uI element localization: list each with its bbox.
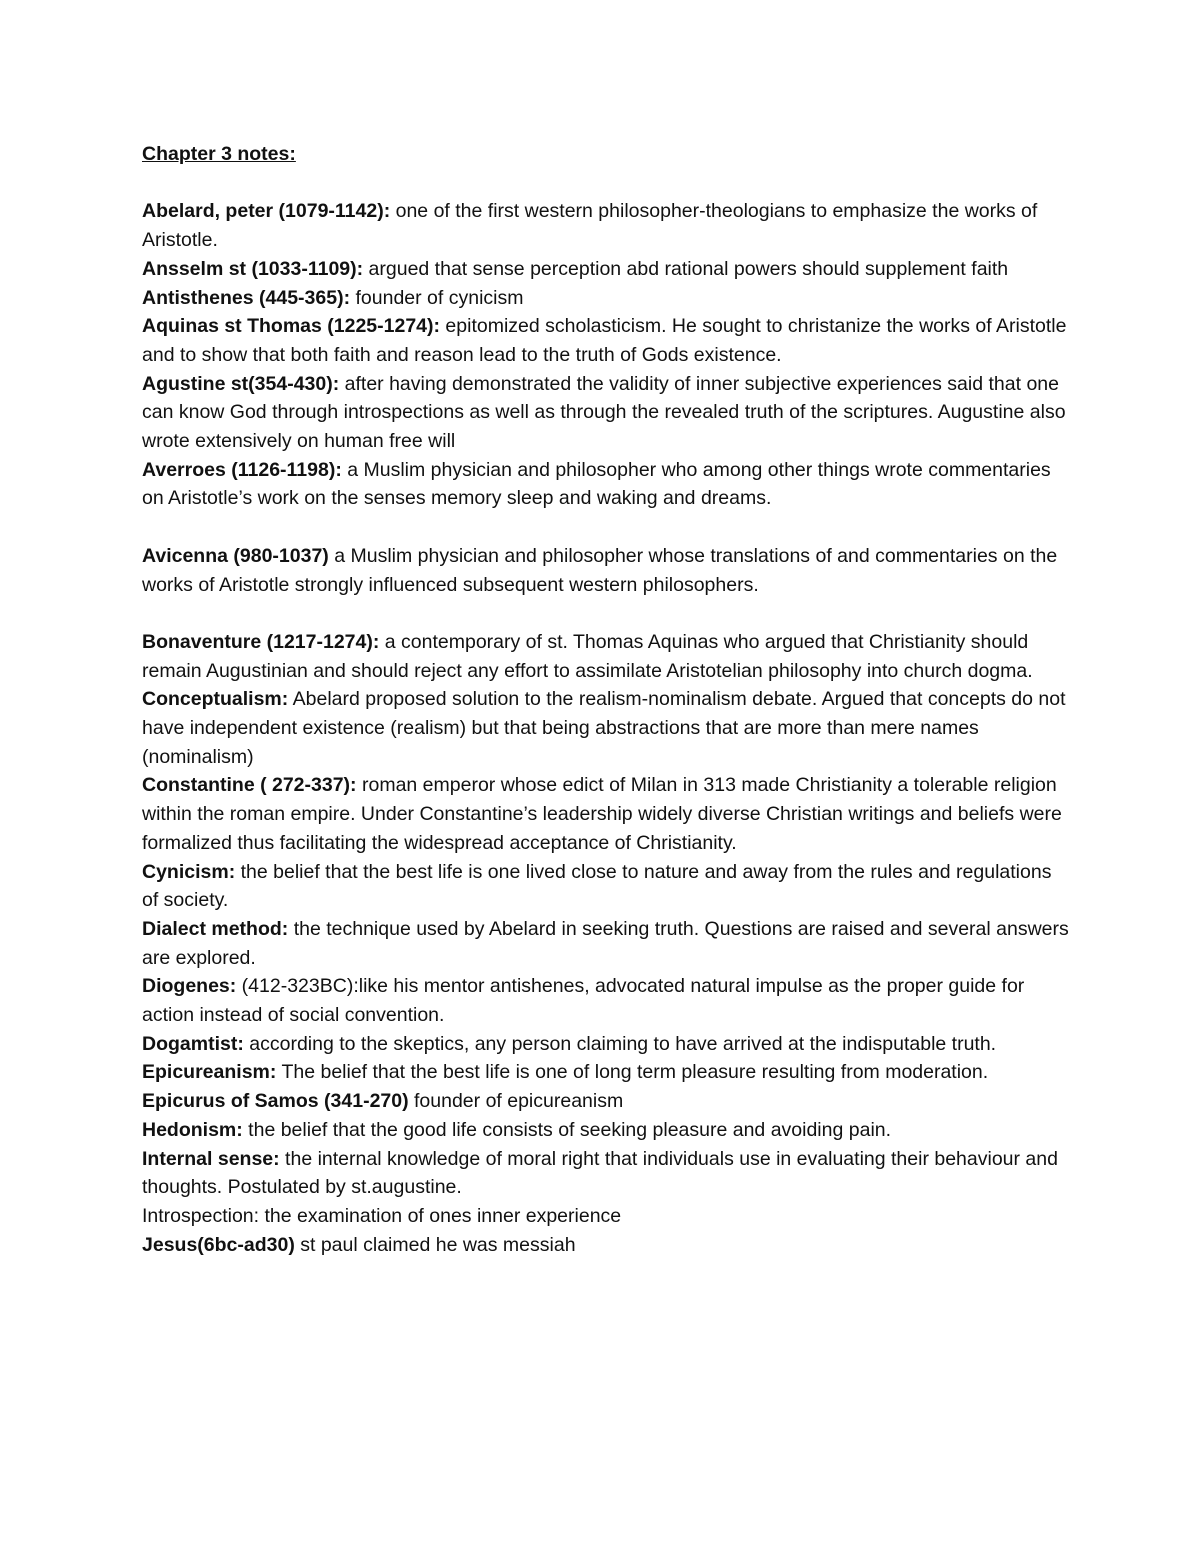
- entry-text: argued that sense perception abd rational powers should supplement faith: [363, 257, 1009, 280]
- entry-term: Aquinas st Thomas (1225-1274):: [142, 315, 441, 338]
- entry-text: a contemporary of st. Thomas Aquinas who argued that Christianity should remain Augustinian and should reject any effort to assimilate Aristotelian philosophy into church dogma.: [142, 630, 1033, 682]
- entry-text: the belief that the best life is one lived close to nature and away from the rules and regulations of society.: [142, 860, 1052, 912]
- entry-text: after having demonstrated the validity of inner subjective experiences said that one can know God through introspections as well as through the revealed truth of the scriptures. Augustine also wrote extensively on human free will: [142, 372, 1066, 453]
- page-title: Chapter 3 notes:: [142, 143, 296, 165]
- entry-term: Epicureanism:: [142, 1061, 277, 1084]
- entry-term: Abelard, peter (1079-1142):: [142, 200, 391, 223]
- glossary-entry: [142, 1087, 1072, 1116]
- entry-term: Jesus(6bc-ad30): [142, 1233, 295, 1256]
- entry-text: a Muslim physician and philosopher who among other things wrote commentaries on Aristotle’s work on the senses memory sleep and waking and dreams.: [142, 458, 1051, 510]
- glossary-entry: [142, 456, 1072, 513]
- entry-text: Introspection: the examination of ones inner experience: [142, 1204, 622, 1227]
- glossary-entry: [142, 1231, 1072, 1260]
- entry-term: Dialect method:: [142, 917, 289, 940]
- entry-term: Agustine st(354-430):: [142, 372, 340, 395]
- document-page: [142, 140, 1072, 1259]
- entry-text: st paul claimed he was messiah: [294, 1233, 576, 1256]
- glossary-entry: [142, 197, 1072, 254]
- entry-term: Cynicism:: [142, 860, 236, 883]
- glossary-entry: [142, 858, 1072, 915]
- glossary-entry: [142, 685, 1072, 771]
- glossary-entry: [142, 1030, 1072, 1059]
- entry-term: Ansselm st (1033-1109):: [142, 257, 364, 280]
- entry-text: the technique used by Abelard in seeking truth. Questions are raised and several answers are explored.: [142, 917, 1069, 969]
- glossary-entry: [142, 915, 1072, 972]
- glossary-entry: [142, 1116, 1072, 1145]
- glossary-entry: [142, 370, 1072, 456]
- glossary-entry: [142, 1145, 1072, 1202]
- entry-term: Averroes (1126-1198):: [142, 458, 342, 481]
- entry-term: Internal sense:: [142, 1147, 280, 1170]
- entry-text: (412-323BC):like his mentor antishenes, advocated natural impulse as the proper guide for action instead of social convention.: [142, 975, 1025, 1027]
- entry-text: roman emperor whose edict of Milan in 313 made Christianity a tolerable religion within the roman empire. Under Constantine’s leadership widely diverse Christian writings and beliefs were formalized thus facilitating the widespread acceptance of Christianity.: [142, 774, 1062, 854]
- entry-text: founder of cynicism: [350, 286, 524, 309]
- entry-term: Diogenes:: [142, 975, 237, 998]
- glossary-entry: [142, 972, 1072, 1029]
- entry-term: Avicenna (980-1037): [142, 544, 329, 567]
- entry-text: a Muslim physician and philosopher whose translations of and commentaries on the works of Aristotle strongly influenced subsequent western philosophers.: [142, 544, 1058, 596]
- entry-term: Constantine ( 272-337):: [142, 774, 357, 797]
- glossary-entry: [142, 1202, 1072, 1231]
- entry-term: Hedonism:: [142, 1118, 243, 1141]
- entry-term: Antisthenes (445-365):: [142, 286, 351, 309]
- entry-term: Conceptualism:: [142, 688, 289, 711]
- entry-text: the belief that the good life consists of seeking pleasure and avoiding pain.: [242, 1118, 892, 1141]
- glossary-entry: [142, 542, 1072, 599]
- glossary-entry: [142, 771, 1072, 857]
- glossary-entry: [142, 255, 1072, 284]
- entry-text: the internal knowledge of moral right that individuals use in evaluating their behaviour and thoughts. Postulated by st.augustine.: [142, 1147, 1058, 1199]
- entry-text: The belief that the best life is one of long term pleasure resulting from moderation.: [276, 1061, 989, 1084]
- entry-text: epitomized scholasticism. He sought to christanize the works of Aristotle and to show that both faith and reason lead to the truth of Gods existence.: [142, 315, 1067, 366]
- entry-term: Dogamtist:: [142, 1032, 244, 1055]
- entry-text: founder of epicureanism: [408, 1090, 624, 1113]
- glossary-entry: [142, 312, 1072, 369]
- entry-text: Abelard proposed solution to the realism-nominalism debate. Argued that concepts do not have independent existence (realism) but that being abstractions that are more than mere names (nominalism): [142, 688, 1066, 768]
- glossary-entry: [142, 628, 1072, 685]
- entry-term: Bonaventure (1217-1274):: [142, 630, 380, 653]
- glossary-entry: [142, 1058, 1072, 1087]
- entry-text: one of the first western philosopher-theologians to emphasize the works of Aristotle.: [142, 200, 1038, 252]
- glossary-entry: [142, 284, 1072, 313]
- entry-text: according to the skeptics, any person claiming to have arrived at the indisputable truth.: [243, 1032, 997, 1055]
- entry-term: Epicurus of Samos (341-270): [142, 1090, 409, 1113]
